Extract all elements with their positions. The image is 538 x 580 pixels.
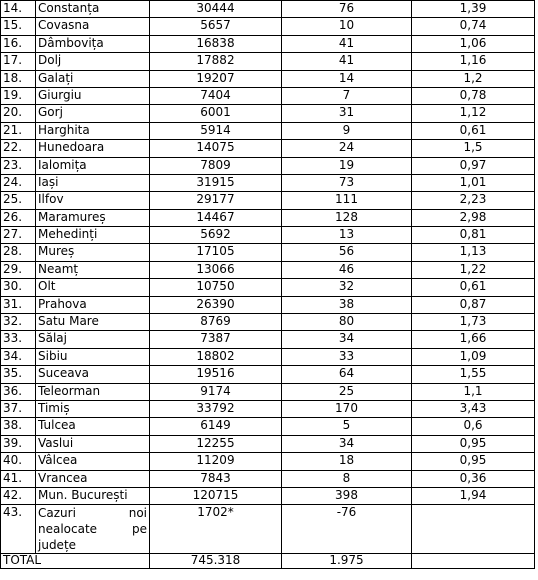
new-cases: 8: [282, 470, 412, 487]
new-cases: 398: [282, 487, 412, 504]
incidence-rate: 1,22: [412, 261, 535, 278]
total-cases: 5914: [150, 122, 282, 139]
total-cases: 6149: [150, 418, 282, 435]
county-name: Ialomița: [36, 157, 150, 174]
incidence-rate: 0,61: [412, 279, 535, 296]
new-cases: 38: [282, 296, 412, 313]
new-cases: 111: [282, 192, 412, 209]
row-number: 26.: [1, 209, 36, 226]
total-cases: 17105: [150, 244, 282, 261]
county-name: Covasna: [36, 18, 150, 35]
table-row: [1, 366, 535, 383]
table-row: [1, 157, 535, 174]
new-cases: 14: [282, 70, 412, 87]
table-row: [1, 244, 535, 261]
total-cases: 17882: [150, 53, 282, 70]
county-name: Sibiu: [36, 348, 150, 365]
total-label: TOTAL: [1, 554, 150, 569]
county-name: Neamț: [36, 261, 150, 278]
row-number: 40.: [1, 453, 36, 470]
table-row: [1, 87, 535, 104]
county-name: Ilfov: [36, 192, 150, 209]
county-name: Tulcea: [36, 418, 150, 435]
county-name: Harghita: [36, 122, 150, 139]
total-cases: 26390: [150, 296, 282, 313]
county-name: Mureș: [36, 244, 150, 261]
row-number: 30.: [1, 279, 36, 296]
table-row: [1, 35, 535, 52]
row-number: 17.: [1, 53, 36, 70]
county-name: Mun. București: [36, 487, 150, 504]
total-cases: 12255: [150, 435, 282, 452]
incidence-rate: 1,55: [412, 366, 535, 383]
incidence-rate: 3,43: [412, 400, 535, 417]
total-cases-sum: 745.318: [150, 554, 282, 569]
county-name: Gorj: [36, 105, 150, 122]
county-name: Cazuri noi nealocate pe județe: [36, 505, 150, 554]
total-cases: 31915: [150, 174, 282, 191]
table-row-total: [1, 554, 535, 569]
row-number: 25.: [1, 192, 36, 209]
new-cases: 25: [282, 383, 412, 400]
row-number: 22.: [1, 140, 36, 157]
table-row: [1, 418, 535, 435]
incidence-rate: 1,06: [412, 35, 535, 52]
table-row: [1, 470, 535, 487]
row-number: 41.: [1, 470, 36, 487]
incidence-rate: 1,39: [412, 1, 535, 18]
county-name: Satu Mare: [36, 314, 150, 331]
incidence-rate: 1,16: [412, 53, 535, 70]
total-rate: [412, 554, 535, 569]
table-row: [1, 383, 535, 400]
new-cases: 46: [282, 261, 412, 278]
new-cases: 80: [282, 314, 412, 331]
new-cases: 128: [282, 209, 412, 226]
county-name: Olt: [36, 279, 150, 296]
incidence-rate: 0,61: [412, 122, 535, 139]
table-row: [1, 1, 535, 18]
incidence-rate: 1,94: [412, 487, 535, 504]
new-cases: 32: [282, 279, 412, 296]
total-cases: 8769: [150, 314, 282, 331]
row-number: 21.: [1, 122, 36, 139]
row-number: 31.: [1, 296, 36, 313]
total-cases: 33792: [150, 400, 282, 417]
table-row: [1, 105, 535, 122]
county-name: Vrancea: [36, 470, 150, 487]
total-cases: 7843: [150, 470, 282, 487]
county-name: Teleorman: [36, 383, 150, 400]
row-number: 24.: [1, 174, 36, 191]
total-cases: 1702*: [150, 505, 282, 554]
row-number: 18.: [1, 70, 36, 87]
new-cases: 9: [282, 122, 412, 139]
county-name: Hunedoara: [36, 140, 150, 157]
incidence-rate: 0,95: [412, 453, 535, 470]
table-row: [1, 261, 535, 278]
county-name: Maramureș: [36, 209, 150, 226]
new-cases: 170: [282, 400, 412, 417]
total-cases: 14075: [150, 140, 282, 157]
incidence-rate: 1,66: [412, 331, 535, 348]
new-cases: 34: [282, 331, 412, 348]
total-cases: 7404: [150, 87, 282, 104]
county-name: Iași: [36, 174, 150, 191]
total-cases: 6001: [150, 105, 282, 122]
total-cases: 10750: [150, 279, 282, 296]
row-number: 29.: [1, 261, 36, 278]
row-number: 35.: [1, 366, 36, 383]
total-cases: 7809: [150, 157, 282, 174]
county-name: Sălaj: [36, 331, 150, 348]
incidence-rate: 1,1: [412, 383, 535, 400]
incidence-rate: 1,73: [412, 314, 535, 331]
county-name: Giurgiu: [36, 87, 150, 104]
table-row: [1, 140, 535, 157]
table-row-unallocated: [1, 505, 535, 554]
total-cases: 14467: [150, 209, 282, 226]
incidence-rate: 0,78: [412, 87, 535, 104]
row-number: 32.: [1, 314, 36, 331]
row-number: 14.: [1, 1, 36, 18]
county-name: Mehedinți: [36, 227, 150, 244]
row-number: 20.: [1, 105, 36, 122]
table-row: [1, 53, 535, 70]
table-row: [1, 174, 535, 191]
row-number: 34.: [1, 348, 36, 365]
total-cases: 9174: [150, 383, 282, 400]
row-number: 39.: [1, 435, 36, 452]
table-row: [1, 279, 535, 296]
new-cases: 56: [282, 244, 412, 261]
new-cases: -76: [282, 505, 412, 554]
new-cases: 5: [282, 418, 412, 435]
table-row: [1, 122, 535, 139]
row-number: 15.: [1, 18, 36, 35]
total-cases: 16838: [150, 35, 282, 52]
table-row: [1, 348, 535, 365]
new-cases: 19: [282, 157, 412, 174]
table-row: [1, 453, 535, 470]
new-cases: 64: [282, 366, 412, 383]
incidence-rate: 0,95: [412, 435, 535, 452]
table-row: [1, 296, 535, 313]
incidence-rate: 2,23: [412, 192, 535, 209]
row-number: 19.: [1, 87, 36, 104]
new-cases: 7: [282, 87, 412, 104]
total-cases: 5657: [150, 18, 282, 35]
incidence-rate: 1,09: [412, 348, 535, 365]
total-cases: 7387: [150, 331, 282, 348]
table-row: [1, 314, 535, 331]
new-cases: 24: [282, 140, 412, 157]
total-cases: 30444: [150, 1, 282, 18]
incidence-rate: 1,13: [412, 244, 535, 261]
incidence-rate: 1,12: [412, 105, 535, 122]
incidence-rate: 2,98: [412, 209, 535, 226]
table-body: [1, 1, 535, 569]
total-cases: 13066: [150, 261, 282, 278]
total-cases: 29177: [150, 192, 282, 209]
new-cases: 76: [282, 1, 412, 18]
table-row: [1, 227, 535, 244]
row-number: 33.: [1, 331, 36, 348]
total-cases: 18802: [150, 348, 282, 365]
new-cases: 13: [282, 227, 412, 244]
incidence-rate: 1,5: [412, 140, 535, 157]
table-row: [1, 331, 535, 348]
row-number: 36.: [1, 383, 36, 400]
new-cases: 73: [282, 174, 412, 191]
row-number: 27.: [1, 227, 36, 244]
total-cases: 19207: [150, 70, 282, 87]
incidence-rate: 0,74: [412, 18, 535, 35]
table-row: [1, 435, 535, 452]
table-row: [1, 400, 535, 417]
row-number: 38.: [1, 418, 36, 435]
incidence-rate: 0,36: [412, 470, 535, 487]
incidence-rate: [412, 505, 535, 554]
table-row: [1, 209, 535, 226]
incidence-rate: 1,01: [412, 174, 535, 191]
incidence-rate: 0,97: [412, 157, 535, 174]
row-number: 28.: [1, 244, 36, 261]
row-number: 37.: [1, 400, 36, 417]
table-row: [1, 192, 535, 209]
county-name: Constanța: [36, 1, 150, 18]
total-cases: 11209: [150, 453, 282, 470]
new-cases: 41: [282, 35, 412, 52]
county-name: Vâlcea: [36, 453, 150, 470]
county-name: Galați: [36, 70, 150, 87]
total-cases: 120715: [150, 487, 282, 504]
table-row: [1, 487, 535, 504]
county-name: Suceava: [36, 366, 150, 383]
row-number: 43.: [1, 505, 36, 554]
new-cases: 34: [282, 435, 412, 452]
incidence-rate: 0,87: [412, 296, 535, 313]
table-row: [1, 70, 535, 87]
county-name: Timiș: [36, 400, 150, 417]
new-cases: 31: [282, 105, 412, 122]
row-number: 23.: [1, 157, 36, 174]
new-cases: 41: [282, 53, 412, 70]
incidence-rate: 1,2: [412, 70, 535, 87]
new-cases: 10: [282, 18, 412, 35]
county-name: Dâmbovița: [36, 35, 150, 52]
county-name: Dolj: [36, 53, 150, 70]
new-cases: 18: [282, 453, 412, 470]
total-cases: 5692: [150, 227, 282, 244]
county-name: Prahova: [36, 296, 150, 313]
county-name: Vaslui: [36, 435, 150, 452]
row-number: 42.: [1, 487, 36, 504]
total-cases: 19516: [150, 366, 282, 383]
new-cases: 33: [282, 348, 412, 365]
incidence-rate: 0,81: [412, 227, 535, 244]
incidence-rate: 0,6: [412, 418, 535, 435]
row-number: 16.: [1, 35, 36, 52]
table-row: [1, 18, 535, 35]
total-new-cases-sum: 1.975: [282, 554, 412, 569]
